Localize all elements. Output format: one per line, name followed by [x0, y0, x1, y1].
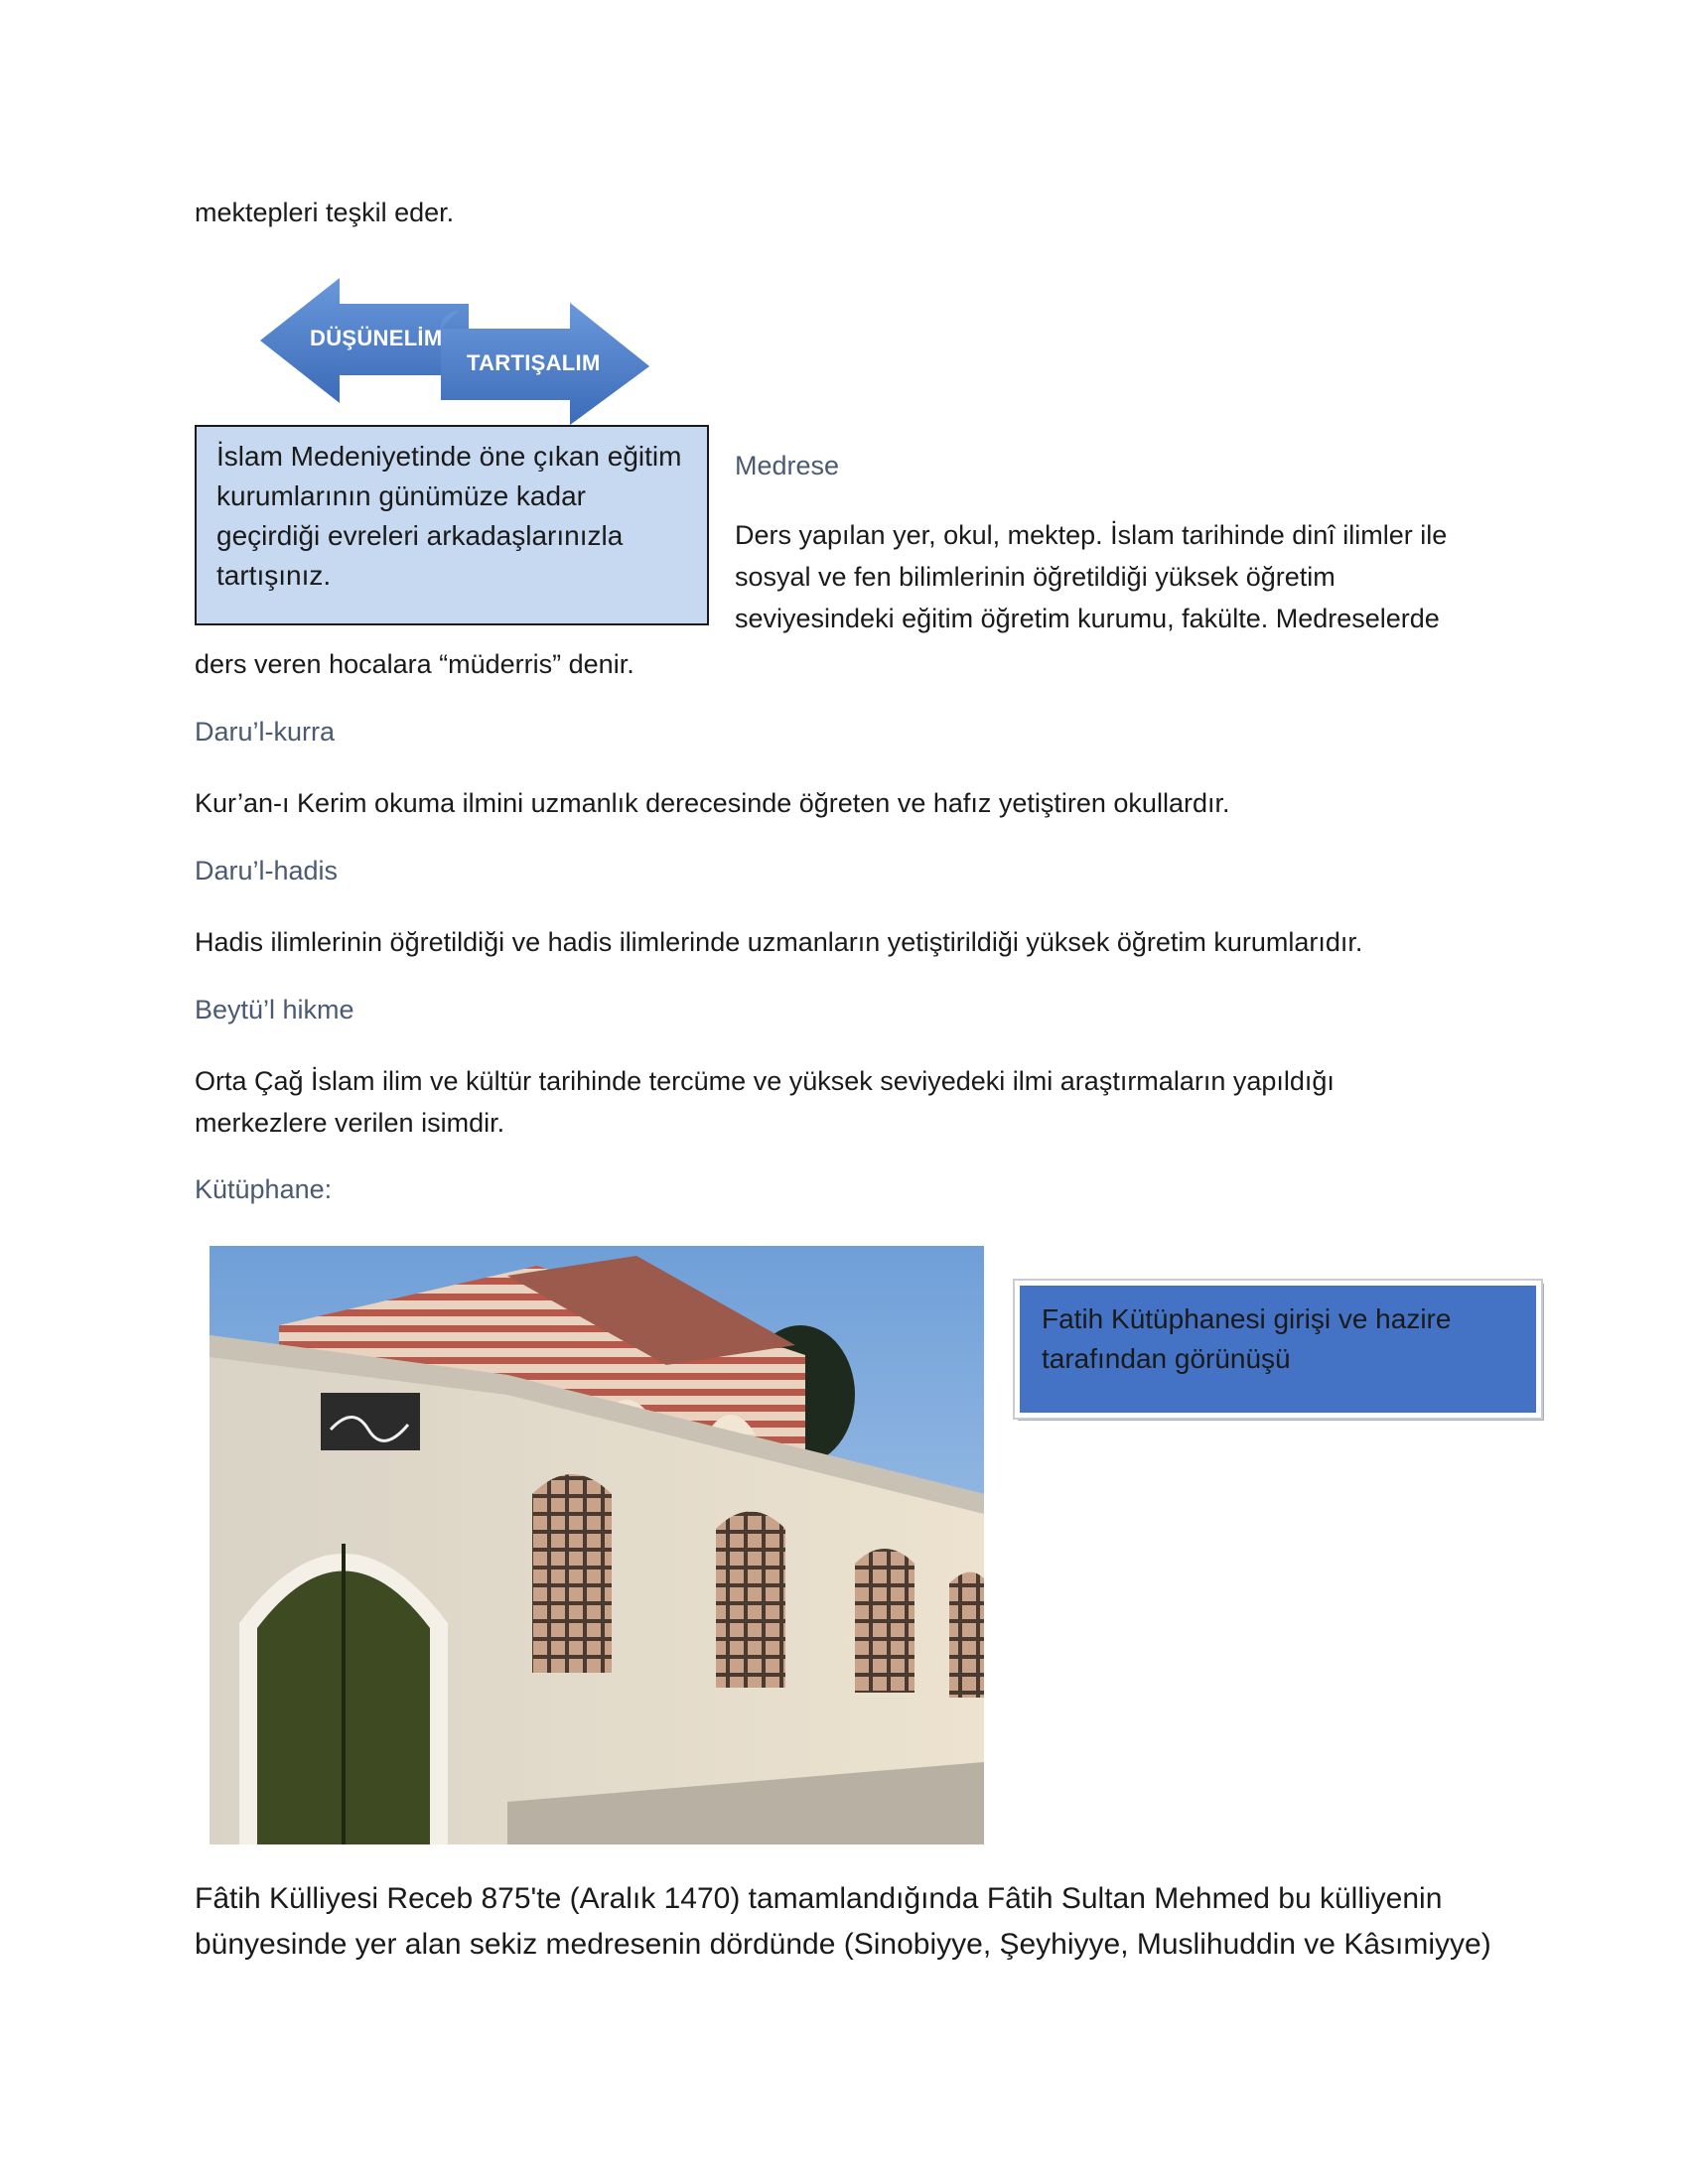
- darulhadis-text: Hadis ilimlerinin öğretildiği ve hadis ilimlerinde uzmanların yetiştirildiği yüksek öğretim kurumlarıdır.: [195, 927, 1363, 957]
- kutuphane-heading: Kütüphane:: [195, 1174, 333, 1204]
- medrese-continuation: ders veren hocalara “müderris” denir.: [195, 649, 634, 679]
- discussion-prompt-box: İslam Medeniyetinde öne çıkan eğitim kurumlarının günümüze kadar geçirdiği evreleri arkadaşlarınızla tartışınız.: [195, 425, 709, 625]
- closing-line-1: Fâtih Külliyesi Receb 875'te (Aralık 1470) tamamlandığında Fâtih Sultan Mehmed bu külliyenin: [195, 1882, 1443, 1915]
- medrese-line-3: seviyesindeki eğitim öğretim kurumu, fakülte. Medreselerde: [735, 604, 1440, 633]
- medrese-heading: Medrese: [735, 451, 840, 480]
- fatih-library-photo: [210, 1246, 984, 1844]
- beytulhikme-line-1: Orta Çağ İslam ilim ve kültür tarihinde tercüme ve yüksek seviyedeki ilmi araştırmaların yapıldığı: [195, 1066, 1335, 1096]
- discuss-label: TARTIŞALIM: [467, 350, 601, 375]
- medrese-line-2: sosyal ve fen bilimlerinin öğretildiği yüksek öğretim: [735, 562, 1336, 592]
- darulkurra-heading: Daru’l-kurra: [195, 717, 336, 747]
- beytulhikme-line-2: merkezlere verilen isimdir.: [195, 1108, 505, 1138]
- intro-line: mektepleri teşkil eder.: [195, 198, 455, 227]
- darulhadis-heading: Daru’l-hadis: [195, 856, 339, 886]
- photo-caption-box: Fatih Kütüphanesi girişi ve hazire tarafından görünüşü: [1015, 1281, 1541, 1418]
- closing-line-2: bünyesinde yer alan sekiz medresenin dördünde (Sinobiyye, Şeyhiyye, Muslihuddin ve Kâsımiyye): [195, 1928, 1491, 1961]
- beytulhikme-heading: Beytü’l hikme: [195, 995, 354, 1024]
- darulkurra-text: Kur’an-ı Kerim okuma ilmini uzmanlık derecesinde öğreten ve hafız yetiştiren okullardır.: [195, 788, 1230, 818]
- think-discuss-arrows: [260, 276, 649, 425]
- think-label: DÜŞÜNELİM: [310, 326, 443, 350]
- medrese-line-1: Ders yapılan yer, okul, mektep. İslam tarihinde dinî ilimler ile: [735, 520, 1448, 550]
